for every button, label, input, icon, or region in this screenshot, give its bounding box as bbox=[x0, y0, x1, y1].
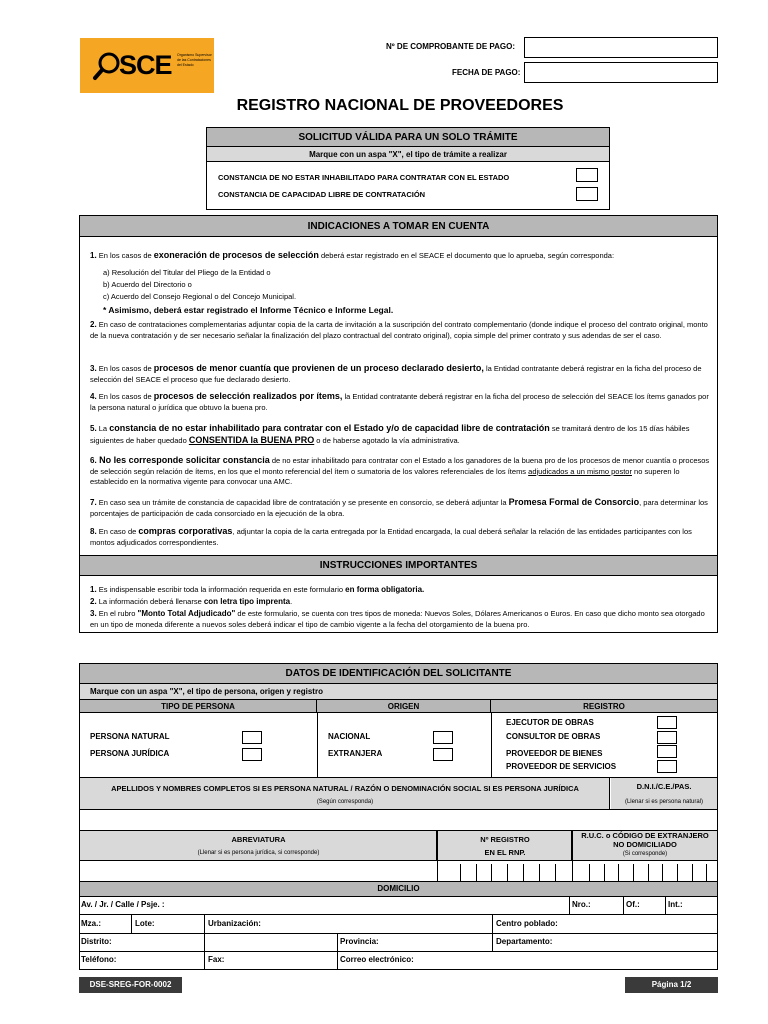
checkbox-consultor-obras[interactable] bbox=[657, 731, 677, 744]
col-origen: ORIGEN bbox=[317, 700, 491, 713]
page-title: REGISTRO NACIONAL DE PROVEEDORES bbox=[236, 97, 564, 114]
checkbox-proveedor-servicios[interactable] bbox=[657, 760, 677, 773]
label-lote: Lote: bbox=[135, 919, 155, 928]
indicacion-1: 1. En los casos de exoneración de procesos de selección deberá estar registrado en el SEACE el documento que lo aprueba, según corresponda: bbox=[90, 250, 615, 260]
indicaciones-title: INDICACIONES A TOMAR EN CUENTA bbox=[80, 216, 717, 237]
instruccion-3: 3. En el rubro "Monto Total Adjudicado" de este formulario, se cuenta con tres tipos de moneda: Nuevos Soles, Dólares Americanos o Euros. En caso que dicho monto sea otorgado en un tipo de moneda diferente a nuevos soles deberá indicar el tipo de cambio vigente a la fecha del otorgamiento de la buena pro. bbox=[90, 609, 705, 629]
names-label: APELLIDOS Y NOMBRES COMPLETOS SI ES PERSONA NATURAL / RAZÓN O DENOMINACIÓN SOCIAL SI ES PERSONA JURÍDICA bbox=[111, 784, 579, 793]
rnp-label-2: EN EL RNP. bbox=[484, 848, 526, 857]
indicacion-8: 8. En caso de compras corporativas, adjuntar la copia de la carta entregada por la Entidad encargada, la cual deberá señalar la relación de las entidades participantes con los montos adjudicados correspondientes. bbox=[90, 526, 692, 547]
label-fax: Fax: bbox=[208, 955, 225, 964]
dni-note: (Llenar si es persona natural) bbox=[624, 799, 704, 805]
solicitud-title: SOLICITUD VÁLIDA PARA UN SOLO TRÁMITE bbox=[207, 128, 609, 147]
abrev-note: (Llenar si es persona jurídica, si corresponde) bbox=[197, 850, 320, 856]
label-email: Correo electrónico: bbox=[340, 955, 414, 964]
checkbox-no-inhabilitado[interactable] bbox=[576, 168, 598, 182]
form-code: DSE-SREG-FOR-0002 bbox=[79, 977, 182, 993]
ruc-note: (Si corresponde) bbox=[622, 851, 668, 857]
abrev-input[interactable] bbox=[80, 861, 437, 881]
ruc-label-2: NO DOMICILIADO bbox=[613, 840, 677, 849]
label-departamento: Departamento: bbox=[496, 937, 553, 946]
instrucciones-title: INSTRUCCIONES IMPORTANTES bbox=[80, 556, 717, 576]
col-registro: REGISTRO bbox=[491, 700, 717, 713]
indicacion-1-item-b: b) Acuerdo del Directorio o bbox=[103, 280, 192, 289]
indicacion-2: 2. En caso de contrataciones complementarias adjuntar copia de la carta de invitación a la suscripción del contrato complementario (donde indique el proceso del contrato original, monto de la nueva contratación y de ser necesario señalar la finalización del plazo contractual del contrato original), copia simple del primer contrato y sus adendas de ser el caso. bbox=[90, 320, 708, 340]
checkbox-ejecutor-obras[interactable] bbox=[657, 716, 677, 729]
indicacion-3: 3. En los casos de procesos de menor cuantía que provienen de un proceso declarado desierto, la Entidad contratante deberá registrar en la ficha del proceso de selección del SEACE el proceso que fue declarado desierto. bbox=[90, 363, 702, 384]
label-telefono: Teléfono: bbox=[81, 955, 117, 964]
dni-label: D.N.I./C.E./PAS. bbox=[636, 782, 692, 791]
rnp-label-1: Nº REGISTRO bbox=[480, 835, 530, 844]
osce-logo bbox=[80, 38, 214, 93]
ruc-label-1: R.U.C. o CÓDIGO DE EXTRANJERO bbox=[581, 831, 709, 840]
datos-title: DATOS DE IDENTIFICACIÓN DEL SOLICITANTE bbox=[80, 664, 717, 684]
rnp-header bbox=[438, 831, 572, 860]
label-extranjera: EXTRANJERA bbox=[328, 749, 383, 758]
names-header bbox=[80, 778, 610, 809]
indicacion-5: 5. La constancia de no estar inhabilitado para contratar con el Estado y/o de capacidad libre de contratación se tramitará dentro de los 15 días hábiles siguientes de haber quedado CONSENTIDA la BUENA PRO o de haberse agotado la vía administrativa. bbox=[90, 423, 690, 445]
checkbox-proveedor-bienes[interactable] bbox=[657, 745, 677, 758]
label-proveedor-bienes: PROVEEDOR DE BIENES bbox=[506, 749, 603, 758]
indicacion-1-item-c: c) Acuerdo del Consejo Regional o del Concejo Municipal. bbox=[103, 292, 297, 301]
indicacion-6: 6. No les corresponde solicitar constancia de no estar inhabilitado para contratar con el Estado a los ganadores de la buena pro de los procesos de menor cuantía o procesos de selección según relación de ítems, en los que el monto referencial del ítem o sumatoria de los valores referenciales de los ítems adjudicados a un mismo postor no superen lo establecido en la normativa vigente para convocar una AMC. bbox=[90, 455, 710, 486]
checkbox-persona-natural[interactable] bbox=[242, 731, 262, 744]
date-input[interactable] bbox=[524, 62, 718, 83]
logo-text: SCE bbox=[119, 50, 172, 80]
dni-header bbox=[611, 778, 717, 809]
label-of: Of.: bbox=[626, 900, 640, 909]
solicitud-subtitle: Marque con un aspa "X", el tipo de trámite a realizar bbox=[207, 147, 609, 162]
label-int: Int.: bbox=[668, 900, 683, 909]
indicacion-1-note: * Asimismo, deberá estar registrado el Informe Técnico e Informe Legal. bbox=[103, 305, 394, 315]
abrev-label: ABREVIATURA bbox=[231, 835, 286, 844]
checkbox-extranjera[interactable] bbox=[433, 748, 453, 761]
checkbox-nacional[interactable] bbox=[433, 731, 453, 744]
magnifier-icon bbox=[92, 50, 122, 82]
label-nacional: NACIONAL bbox=[328, 732, 371, 741]
ruc-input[interactable] bbox=[573, 861, 717, 881]
datos-subtitle: Marque con un aspa "X", el tipo de persona, origen y registro bbox=[80, 684, 717, 700]
label-av: Av. / Jr. / Calle / Psje. : bbox=[81, 900, 165, 909]
col-tipo-persona: TIPO DE PERSONA bbox=[80, 700, 317, 713]
voucher-label: Nº DE COMPROBANTE DE PAGO: bbox=[386, 42, 515, 51]
names-note: (Según corresponda) bbox=[316, 799, 374, 805]
instruccion-1: 1. Es indispensable escribir toda la información requerida en este formulario en forma obligatoria. bbox=[90, 585, 425, 594]
label-nro: Nro.: bbox=[572, 900, 591, 909]
indicacion-1-item-a: a) Resolución del Titular del Pliego de la Entidad o bbox=[103, 268, 271, 277]
page-number: Página 1/2 bbox=[625, 977, 718, 993]
checkbox-capacidad-libre[interactable] bbox=[576, 187, 598, 201]
label-persona-juridica: PERSONA JURÍDICA bbox=[90, 749, 170, 758]
domicilio-header: DOMICILIO bbox=[80, 882, 717, 896]
option-capacidad-libre: CONSTANCIA DE CAPACIDAD LIBRE DE CONTRATACIÓN bbox=[218, 190, 426, 199]
date-label: FECHA DE PAGO: bbox=[452, 68, 521, 77]
voucher-input[interactable] bbox=[524, 37, 718, 58]
indicacion-4: 4. En los casos de procesos de selección realizados por ítems, la Entidad contratante deberá registrar en la ficha del proceso de selección del SEACE los ítems ganados por la persona natural o jurídica que obtuvo la buena pro. bbox=[90, 391, 709, 412]
label-centro-poblado: Centro poblado: bbox=[496, 919, 558, 928]
ruc-header bbox=[573, 831, 717, 860]
label-provincia: Provincia: bbox=[340, 937, 379, 946]
label-ejecutor-obras: EJECUTOR DE OBRAS bbox=[506, 718, 594, 727]
label-urbanizacion: Urbanización: bbox=[208, 919, 261, 928]
indicacion-7: 7. En caso sea un trámite de constancia de capacidad libre de contratación y se presente en consorcio, se deberá adjuntar la Promesa Formal de Consorcio, para determinar los porcentajes de participación de cada consorciado en la ejecución de la obra. bbox=[90, 497, 708, 518]
label-distrito: Distrito: bbox=[81, 937, 112, 946]
solicitud-box bbox=[206, 127, 610, 210]
label-persona-natural: PERSONA NATURAL bbox=[90, 732, 170, 741]
label-consultor-obras: CONSULTOR DE OBRAS bbox=[506, 732, 601, 741]
checkbox-persona-juridica[interactable] bbox=[242, 748, 262, 761]
abrev-header bbox=[80, 831, 437, 860]
names-input[interactable] bbox=[80, 810, 717, 830]
option-no-inhabilitado: CONSTANCIA DE NO ESTAR INHABILITADO PARA CONTRATAR CON EL ESTADO bbox=[218, 173, 510, 182]
instruccion-2: 2. La información deberá llenarse con letra tipo imprenta. bbox=[90, 597, 293, 606]
logo-subtitle: Organismo Supervisor de las Contrataciones del Estado bbox=[177, 53, 212, 67]
label-mza: Mza.: bbox=[81, 919, 101, 928]
label-proveedor-servicios: PROVEEDOR DE SERVICIOS bbox=[506, 762, 617, 771]
rnp-input[interactable] bbox=[438, 861, 572, 881]
